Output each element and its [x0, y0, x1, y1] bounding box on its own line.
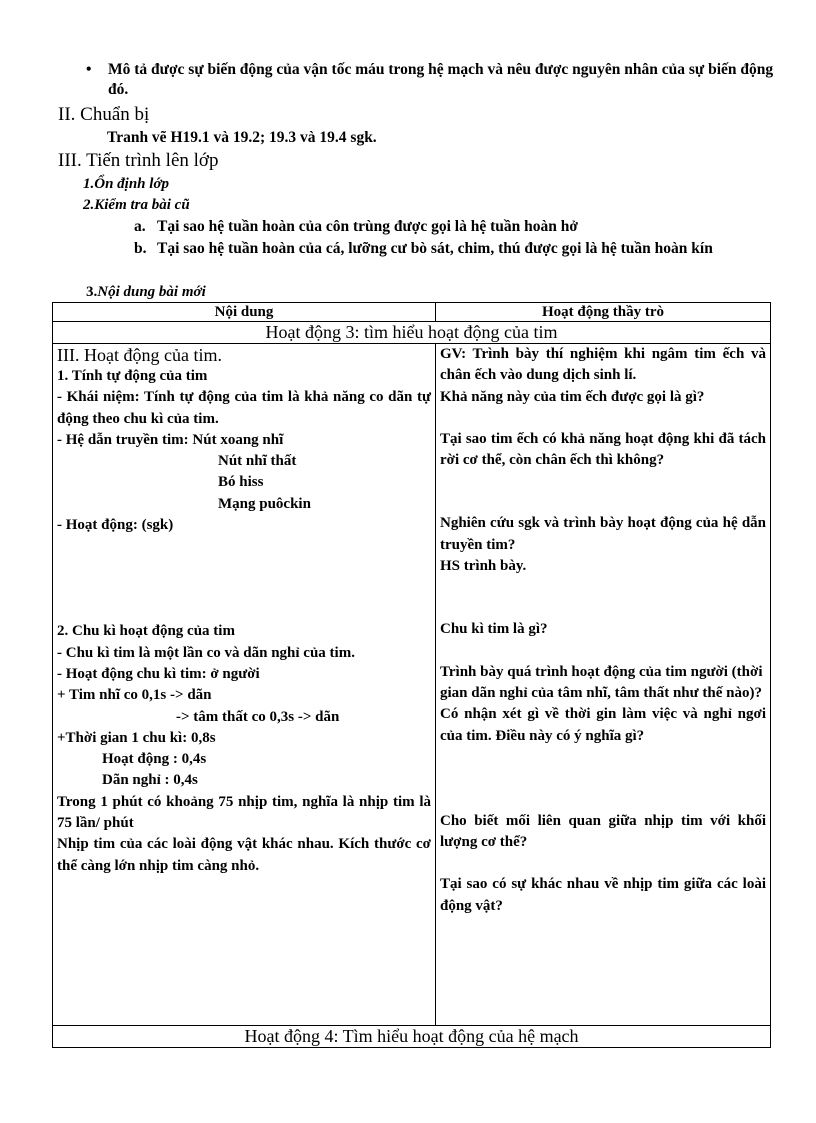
content-line: Mạng puôckin [218, 495, 311, 512]
activity-4-row [53, 1026, 771, 1048]
bullet-icon: • [86, 61, 92, 78]
section-3-heading: III. Tiến trình lên lớp [58, 150, 219, 171]
content-line: Trong 1 phút có khoảng 75 nhịp tim, nghĩa là nhịp tim là 75 lần/ phút [57, 793, 431, 832]
content-line: 1. Tính tự động của tim [57, 368, 208, 384]
content-cell [53, 344, 436, 1026]
content-row [53, 344, 771, 1026]
step-2-title: 2.Kiểm tra bài cũ [83, 197, 190, 213]
content-line: -> tâm thất co 0,3s -> dãn [176, 708, 340, 725]
table-header-row [53, 303, 771, 322]
question-number: a. [134, 218, 146, 235]
activity-line: Khả năng này của tim ếch được gọi là gì? [440, 388, 705, 405]
question-number: b. [134, 240, 147, 257]
heart-activity-heading: III. Hoạt động của tim. [57, 345, 222, 365]
activity-4-title: Hoạt động 4: Tìm hiểu hoạt động của hệ mạch [53, 1026, 771, 1048]
activity-line: Cho biết mối liên quan giữa nhịp tim với khối lượng cơ thể? [440, 812, 766, 851]
activity-cell [436, 344, 771, 1026]
step-1-title: 1.Ổn định lớp [83, 176, 169, 192]
question-text: Tại sao hệ tuần hoàn của côn trùng được gọi là hệ tuần hoàn hở [157, 218, 578, 235]
step-3-text: Nội dung bài mới [97, 284, 206, 300]
activity-line: GV: Trình bày thí nghiệm khi ngâm tim ếch và chân ếch vào dung dịch sinh lí. [440, 346, 766, 384]
content-line: 2. Chu kì hoạt động của tim [57, 623, 235, 640]
objective-text: Mô tả được sự biến động của vận tốc máu trong hệ mạch và nêu được nguyên nhân của sự biến động đó. [108, 61, 774, 98]
content-line: + Tim nhĩ co 0,1s -> dãn [57, 687, 212, 704]
column-header-content: Nội dung [53, 303, 436, 322]
content-line: - Hoạt động: (sgk) [57, 517, 174, 534]
activity-line: Tại sao tim ếch có khả năng hoạt động khi đã tách rời cơ thể, còn chân ếch thì không? [440, 430, 766, 469]
question-text: Tại sao hệ tuần hoàn của cá, lưỡng cư bò sát, chim, thú được gọi là hệ tuần hoàn kín [157, 240, 713, 257]
objective-bullet-item [86, 60, 786, 100]
content-line: +Thời gian 1 chu kì: 0,8s [57, 729, 216, 746]
preparation-content: Tranh vẽ H19.1 và 19.2; 19.3 và 19.4 sgk. [107, 129, 377, 146]
activity-line: HS trình bày. [440, 558, 527, 575]
step-3-number: 3. [86, 284, 98, 300]
content-line: Bó hiss [218, 474, 264, 491]
content-line: - Hệ dẫn truyền tim: Nút xoang nhĩ [57, 431, 284, 448]
content-line: - Hoạt động chu kì tim: ở người [57, 665, 260, 682]
activity-line: Trình bày quá trình hoạt động của tim người (thời gian dãn nghỉ của tâm nhĩ, tâm thất như thế nào)? [440, 663, 763, 701]
content-line: - Chu kì tim là một lần co và dãn nghỉ của tim. [57, 644, 355, 661]
content-line: Hoạt động : 0,4s [102, 751, 207, 768]
content-line: Nút nhĩ thất [218, 453, 297, 470]
content-line: - Khái niệm: Tính tự động của tim là khả năng co dãn tự động theo chu kì của tim. [57, 389, 431, 427]
content-line: Nhịp tim của các loài động vật khác nhau. Kích thước cơ thể càng lớn nhịp tim càng nhỏ. [57, 836, 431, 874]
activity-line: Có nhận xét gì về thời gin làm việc và nghỉ ngơi của tim. Điều này có ý nghĩa gì? [440, 706, 766, 744]
section-2-heading: II. Chuẩn bị [58, 104, 150, 125]
review-question-b [134, 238, 784, 259]
lesson-table [52, 302, 771, 1048]
step-3-title [86, 282, 206, 302]
column-header-activity: Hoạt động thầy trò [436, 303, 771, 322]
content-line: Dãn nghỉ : 0,4s [102, 772, 198, 789]
activity-3-row [53, 322, 771, 344]
activity-line: Tại sao có sự khác nhau về nhịp tim giữa các loài động vật? [440, 876, 766, 914]
review-question-a [134, 216, 784, 237]
activity-line: Chu kì tim là gì? [440, 621, 548, 638]
activity-line: Nghiên cứu sgk và trình bày hoạt động của hệ dẫn truyền tim? [440, 515, 766, 553]
activity-3-title: Hoạt động 3: tìm hiểu hoạt động của tim [53, 322, 771, 344]
